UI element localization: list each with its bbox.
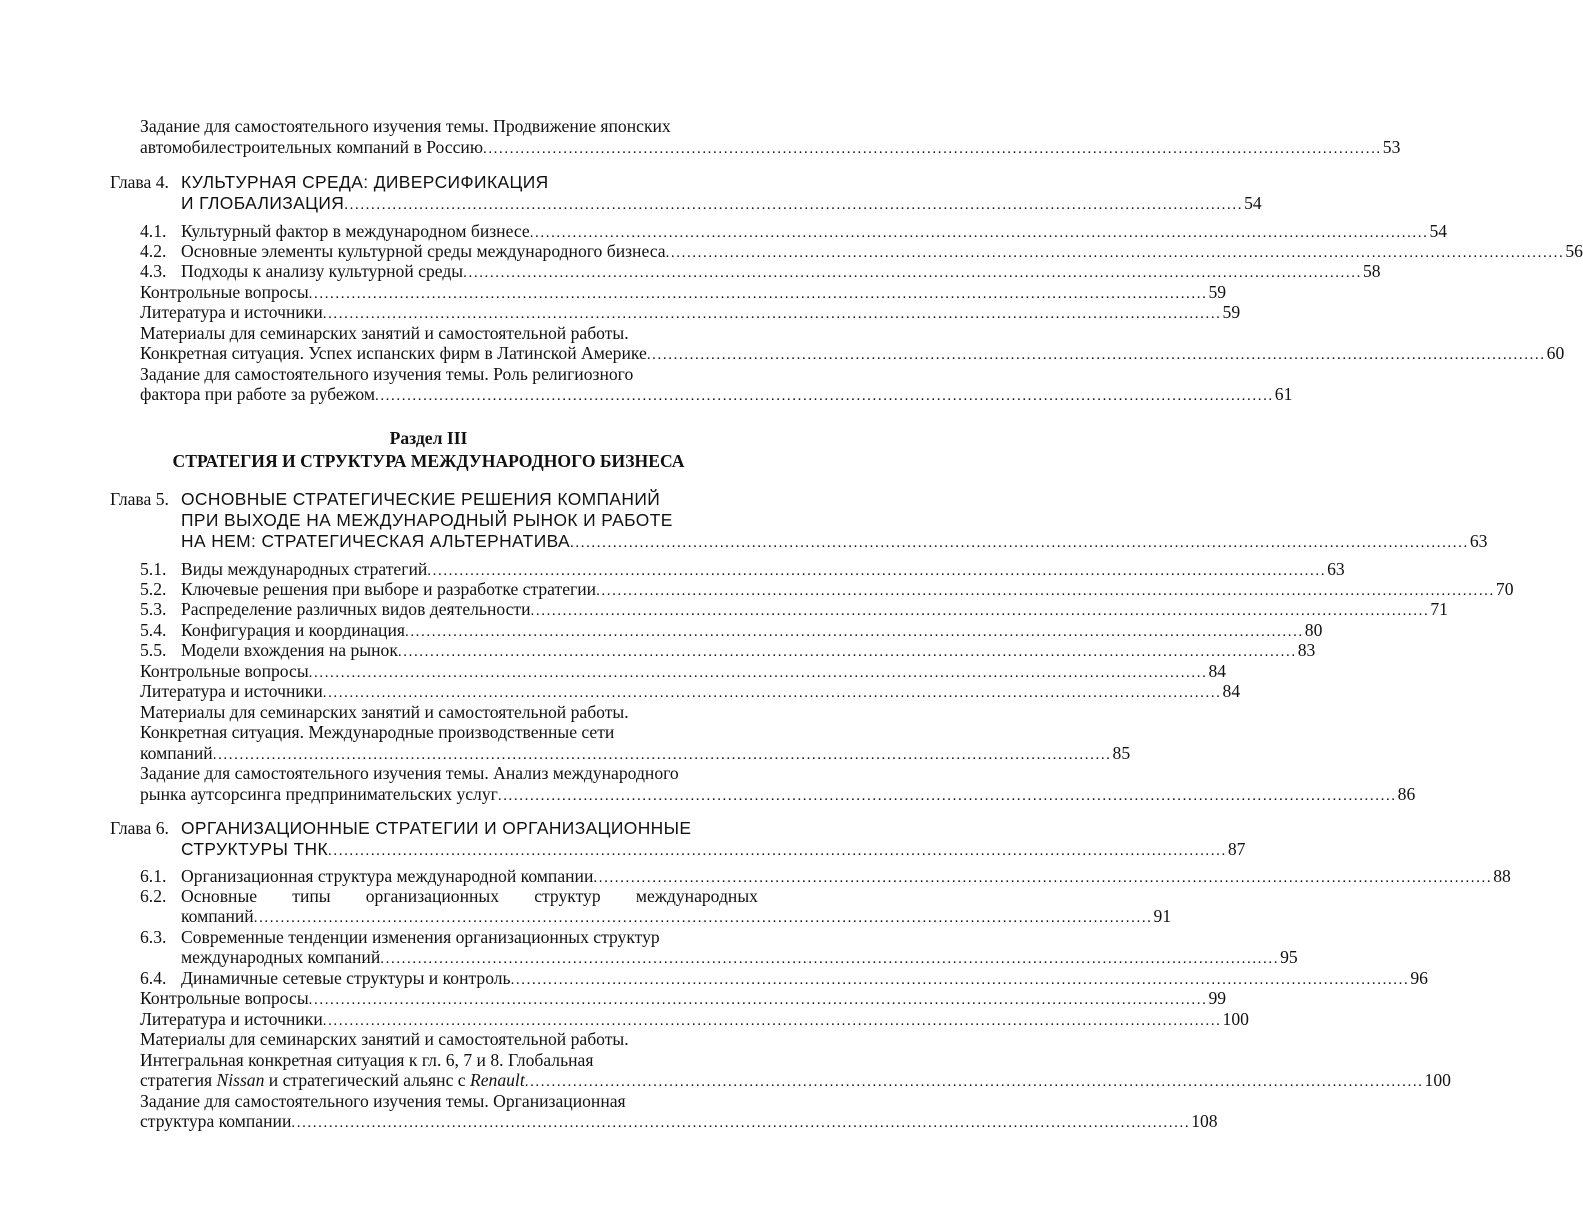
page-number: 108 (1191, 1111, 1218, 1131)
entry-word: структур (534, 886, 601, 906)
toc-leader (140, 384, 1293, 405)
item-number: 6.3. (140, 927, 167, 947)
item-number: 6.1. (140, 866, 167, 886)
chapter-6-heading (0, 839, 1246, 860)
chapter-title: НА НЕМ: СТРАТЕГИЧЕСКАЯ АЛЬТЕРНАТИВА (181, 531, 571, 551)
toc-item-4-3 (0, 261, 1381, 282)
dot-leader: ........................................................................................................................................................................ (291, 1115, 1191, 1131)
page-number: 54 (1244, 193, 1262, 213)
page-number: 96 (1410, 968, 1428, 988)
chapter-title: ОСНОВНЫЕ СТРАТЕГИЧЕСКИЕ РЕШЕНИЯ КОМПАНИЙ (181, 489, 661, 509)
chapter-5-heading (0, 489, 857, 510)
page-number: 85 (1112, 743, 1131, 763)
dot-leader: ........................................................................................................................................................................ (463, 265, 1362, 281)
toc-leader (140, 1111, 1218, 1132)
toc-item-6-3 (0, 947, 1298, 968)
item-number: 4.2. (140, 241, 167, 261)
page-number: 63 (1327, 559, 1345, 579)
dot-leader: ........................................................................................................................................................................ (308, 665, 1208, 681)
entry-text: Интегральная конкретная ситуация к гл. 6, 7 и 8. Глобальная (140, 1050, 594, 1070)
entry-text (140, 1070, 525, 1091)
toc-leader (140, 302, 1241, 323)
entry-text: Виды международных стратегий (181, 559, 428, 579)
entry-text: Задание для самостоятельного изучения темы. Продвижение японских (140, 116, 671, 136)
page-number: 95 (1280, 947, 1298, 967)
dot-leader: ........................................................................................................................................................................ (253, 910, 1153, 926)
toc-leader (181, 640, 1316, 661)
toc-leader (140, 282, 1227, 303)
dot-leader: ........................................................................................................................................................................ (497, 788, 1397, 804)
entry-text: Современные тенденции изменения организационных структур (181, 927, 660, 947)
toc-leader (181, 221, 1448, 242)
company-name: Nissan (216, 1070, 265, 1090)
dot-leader: ........................................................................................................................................................................ (570, 535, 1469, 551)
entry-word: международных (635, 886, 758, 906)
entry-text: международных компаний (181, 947, 381, 967)
toc-item-5-4 (0, 620, 1323, 641)
page-number: 53 (1382, 137, 1401, 157)
toc-leader (181, 531, 1488, 552)
toc-item-4-2 (0, 241, 1583, 262)
toc-task-line (0, 116, 857, 137)
chapter-label: Глава 5. (110, 489, 169, 509)
entry-text: фактора при работе за рубежом (140, 384, 375, 404)
page-number: 70 (1495, 579, 1514, 599)
chapter-title: СТРУКТУРЫ ТНК (181, 839, 329, 859)
dot-leader: ........................................................................................................................................................................ (397, 644, 1297, 660)
chapter-title: ОРГАНИЗАЦИОННЫЕ СТРАТЕГИИ И ОРГАНИЗАЦИОННЫЕ (181, 818, 692, 838)
toc-item-6-4 (0, 968, 1428, 989)
toc-item-5-3 (0, 599, 1448, 620)
toc-leader (181, 947, 1298, 968)
dot-leader: ........................................................................................................................................................................ (374, 388, 1274, 404)
entry-word: типы (292, 886, 331, 906)
company-name: Renault (469, 1070, 525, 1090)
entry-text: Культурный фактор в международном бизнесе (181, 221, 530, 241)
entry-text: Задание для самостоятельного изучения темы. Роль религиозного (140, 364, 634, 384)
page-number: 58 (1362, 261, 1381, 281)
entry-text: Подходы к анализу культурной среды (181, 261, 464, 281)
entry-text: Конкретная ситуация. Международные производственные сети (140, 722, 615, 742)
dot-leader: ........................................................................................................................................................................ (322, 685, 1222, 701)
toc-leader (140, 784, 1416, 805)
page-number: 60 (1546, 343, 1565, 363)
page-number: 59 (1208, 282, 1227, 302)
dot-leader: ........................................................................................................................................................................ (427, 563, 1327, 579)
dot-leader: ........................................................................................................................................................................ (404, 624, 1304, 640)
toc-leader (140, 137, 1401, 158)
toc-leader (140, 661, 1227, 682)
toc-case (0, 1070, 1451, 1091)
dot-leader: ........................................................................................................................................................................ (380, 951, 1280, 967)
page-number: 54 (1429, 221, 1448, 241)
item-number: 5.1. (140, 559, 167, 579)
dot-leader: ........................................................................................................................................................................ (344, 197, 1244, 213)
dot-leader: ........................................................................................................................................................................ (524, 1074, 1424, 1090)
entry-text: Динамичные сетевые структуры и контроль (181, 968, 511, 988)
toc-leader (181, 599, 1448, 620)
dot-leader: ........................................................................................................................................................................ (510, 972, 1410, 988)
item-number: 4.3. (140, 261, 167, 281)
toc-item-6-1 (0, 866, 1511, 887)
entry-text: автомобилестроительных компаний в Россию (140, 137, 483, 157)
dot-leader: ........................................................................................................................................................................ (328, 843, 1227, 859)
section-subtitle: СТРАТЕГИЯ И СТРУКТУРА МЕЖДУНАРОДНОГО БИЗНЕСА (172, 451, 685, 471)
toc-literature (0, 1009, 1249, 1030)
toc-leader (181, 620, 1323, 641)
chapter-4-heading (0, 172, 857, 193)
chapter-label: Глава 4. (110, 172, 169, 192)
dot-leader: ........................................................................................................................................................................ (482, 141, 1382, 157)
section-title: Раздел III (389, 428, 468, 448)
entry-text: Материалы для семинарских занятий и самостоятельной работы. (140, 1029, 629, 1049)
entry-text: Модели вхождения на рынок (181, 640, 398, 660)
chapter-5-heading (0, 510, 857, 531)
entry-text: Основные элементы культурной среды международного бизнеса (181, 241, 666, 261)
entry-text: Литература и источники (140, 1009, 323, 1029)
entry-text: Конкретная ситуация. Успех испанских фирм в Латинской Америке (140, 343, 647, 363)
toc-task-line (0, 384, 1293, 405)
toc-item-6-2 (0, 906, 1172, 927)
toc-leader (181, 193, 1262, 214)
toc-task-line (0, 1111, 1218, 1132)
dot-leader: ........................................................................................................................................................................ (646, 347, 1546, 363)
page-number: 99 (1208, 988, 1227, 1008)
page-number: 63 (1469, 531, 1488, 551)
toc-leader (181, 559, 1345, 580)
entry-text: Литература и источники (140, 302, 323, 322)
toc-item-6-3 (0, 927, 857, 948)
dot-leader: ........................................................................................................................................................................ (308, 992, 1208, 1008)
toc-case (0, 743, 1131, 764)
entry-text: Контрольные вопросы (140, 282, 309, 302)
toc-task-line (0, 763, 857, 784)
toc-control-questions (0, 282, 1227, 303)
toc-leader (140, 743, 1131, 764)
page-number: 91 (1153, 906, 1172, 926)
toc-case (0, 1050, 857, 1071)
chapter-5-heading (0, 531, 1488, 552)
entry-text: Задание для самостоятельного изучения темы. Анализ международного (140, 763, 679, 783)
toc-leader (140, 1070, 1451, 1091)
entry-text: Материалы для семинарских занятий и самостоятельной работы. (140, 702, 629, 722)
item-number: 5.2. (140, 579, 167, 599)
toc-leader (181, 241, 1583, 262)
toc-leader (140, 681, 1241, 702)
entry-text: Задание для самостоятельного изучения темы. Организационная (140, 1091, 626, 1111)
toc-materials (0, 702, 857, 723)
page-number: 56 (1565, 241, 1583, 261)
entry-text: компаний (181, 906, 254, 926)
entry-text: Ключевые решения при выборе и разработке стратегии (181, 579, 597, 599)
entry-text: Распределение различных видов деятельности (181, 599, 531, 619)
toc-leader (140, 1009, 1249, 1030)
page-number: 71 (1430, 599, 1448, 619)
item-number: 6.4. (140, 968, 167, 988)
toc-task-line (0, 1091, 857, 1112)
entry-text: структура компании (140, 1111, 292, 1131)
entry-text: Материалы для семинарских занятий и самостоятельной работы. (140, 323, 629, 343)
item-number: 4.1. (140, 221, 167, 241)
entry-text: Конфигурация и координация (181, 620, 405, 640)
page-number: 59 (1222, 302, 1241, 322)
page-number: 83 (1297, 640, 1316, 660)
chapter-title: И ГЛОБАЛИЗАЦИЯ (181, 193, 345, 213)
item-number: 5.3. (140, 599, 167, 619)
dot-leader: ........................................................................................................................................................................ (212, 747, 1112, 763)
entry-text: компаний (140, 743, 213, 763)
dot-leader: ........................................................................................................................................................................ (665, 245, 1565, 261)
toc-case (0, 722, 857, 743)
page-number: 80 (1304, 620, 1323, 640)
toc-literature (0, 302, 1241, 323)
dot-leader: ........................................................................................................................................................................ (308, 286, 1208, 302)
entry-text: Организационная структура международной компании (181, 866, 594, 886)
justified-line (181, 886, 758, 907)
entry-word: Основные (181, 886, 258, 906)
dot-leader: ........................................................................................................................................................................ (530, 603, 1430, 619)
dot-leader: ........................................................................................................................................................................ (322, 306, 1222, 322)
chapter-label: Глава 6. (110, 818, 169, 838)
entry-text-part: стратегия (140, 1070, 217, 1090)
toc-leader (181, 906, 1172, 927)
item-number: 6.2. (140, 886, 167, 906)
entry-text: Контрольные вопросы (140, 661, 309, 681)
dot-leader: ........................................................................................................................................................................ (529, 225, 1429, 241)
chapter-title: КУЛЬТУРНАЯ СРЕДА: ДИВЕРСИФИКАЦИЯ (181, 172, 549, 192)
toc-leader (181, 579, 1514, 600)
chapter-title: ПРИ ВЫХОДЕ НА МЕЖДУНАРОДНЫЙ РЫНОК И РАБОТЕ (181, 510, 673, 530)
toc-control-questions (0, 988, 1227, 1009)
toc-leader (140, 988, 1227, 1009)
toc-item-6-2 (0, 886, 857, 907)
toc-leader (181, 839, 1246, 860)
page-number: 86 (1397, 784, 1416, 804)
dot-leader: ........................................................................................................................................................................ (593, 870, 1493, 886)
chapter-6-heading (0, 818, 857, 839)
dot-leader: ........................................................................................................................................................................ (596, 583, 1495, 599)
toc-materials (0, 1029, 857, 1050)
toc-item-4-1 (0, 221, 1448, 242)
page-number: 87 (1227, 839, 1246, 859)
dot-leader: ........................................................................................................................................................................ (322, 1013, 1222, 1029)
entry-word: организационных (365, 886, 500, 906)
entry-text: рынка аутсорсинга предпринимательских услуг (140, 784, 498, 804)
toc-task-line (0, 364, 857, 385)
toc-task-line (0, 137, 1401, 158)
page-number: 61 (1274, 384, 1293, 404)
entry-text-part: и стратегический альянс с (264, 1070, 470, 1090)
page-number: 84 (1208, 661, 1227, 681)
toc-leader (140, 343, 1565, 364)
toc-item-5-2 (0, 579, 1514, 600)
entry-text: Контрольные вопросы (140, 988, 309, 1008)
page-number: 84 (1222, 681, 1241, 701)
page-number: 100 (1222, 1009, 1249, 1029)
chapter-4-heading (0, 193, 1262, 214)
toc-leader (181, 261, 1381, 282)
page-number: 88 (1493, 866, 1511, 886)
toc-case (0, 343, 1565, 364)
toc-literature (0, 681, 1241, 702)
page-number: 100 (1424, 1070, 1451, 1090)
item-number: 5.4. (140, 620, 167, 640)
entry-text: Литература и источники (140, 681, 323, 701)
toc-control-questions (0, 661, 1227, 682)
toc-item-5-1 (0, 559, 1345, 580)
toc-materials (0, 323, 857, 344)
item-number: 5.5. (140, 640, 167, 660)
toc-leader (181, 968, 1428, 989)
toc-task-line (0, 784, 1416, 805)
toc-item-5-5 (0, 640, 1316, 661)
toc-leader (181, 866, 1511, 887)
